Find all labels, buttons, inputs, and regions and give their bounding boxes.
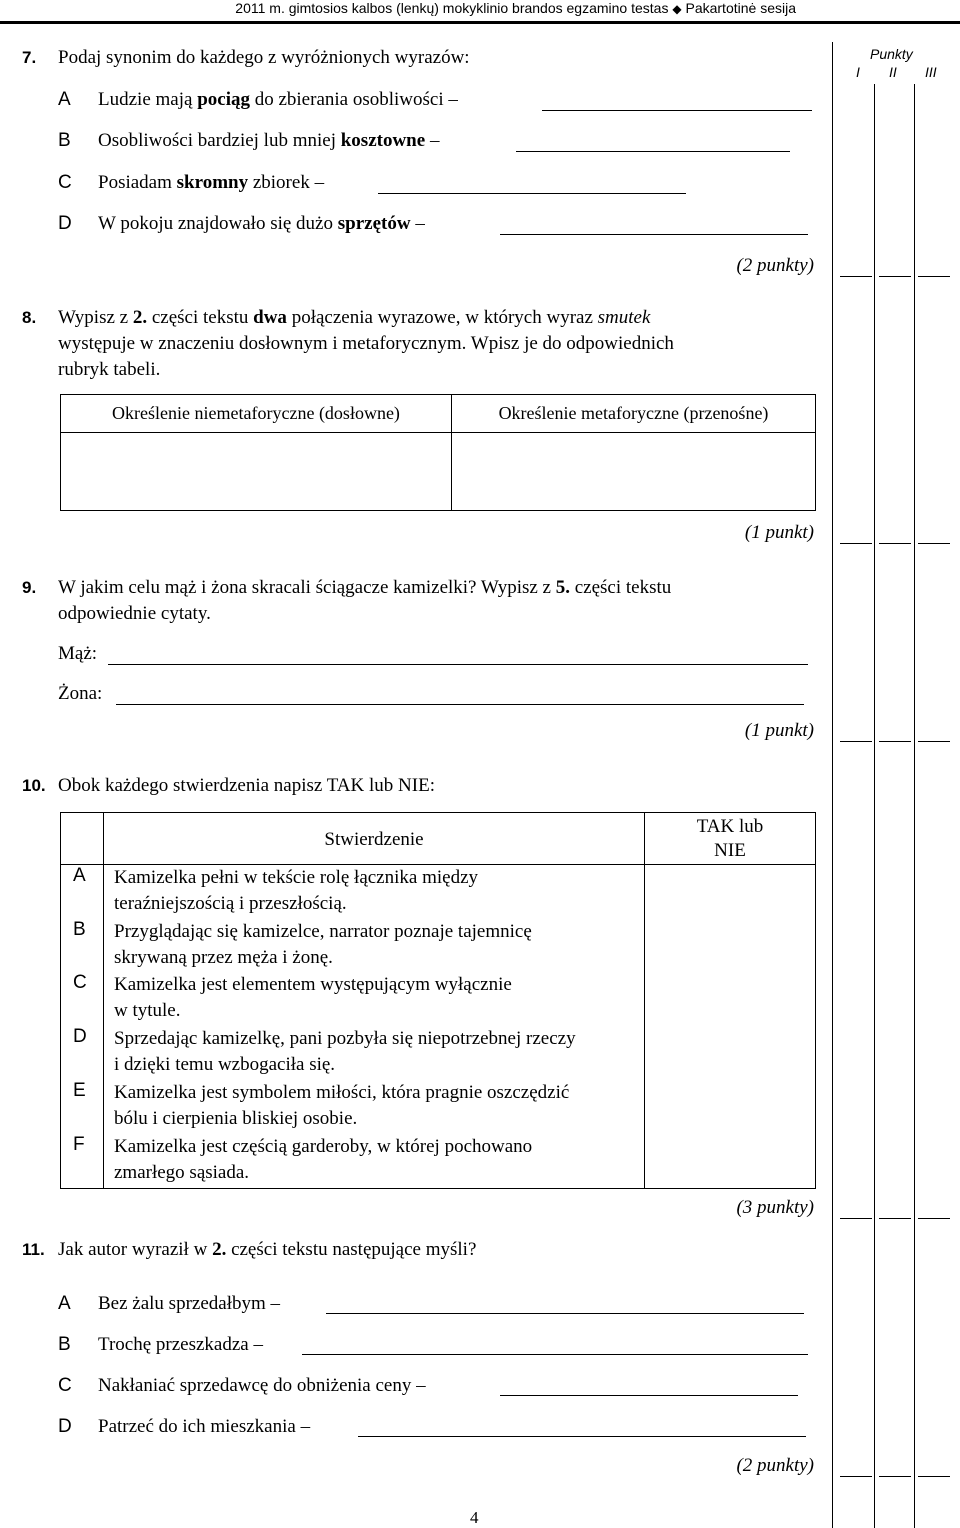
q8-answer-literal[interactable] <box>61 433 452 511</box>
q7-answer-a[interactable] <box>542 110 812 111</box>
q9-husband-label: Mąż: <box>58 643 98 664</box>
points-col-i: I <box>856 64 860 80</box>
q7-score-ii[interactable] <box>879 276 911 277</box>
q7-answer-b[interactable] <box>516 151 790 152</box>
q11-number: 11. <box>22 1240 45 1259</box>
q8-answer-metaphoric[interactable] <box>452 433 816 511</box>
q10-score-iii[interactable] <box>918 1218 950 1219</box>
q8-col-literal-header: Określenie niemetaforyczne (dosłowne) <box>61 395 452 433</box>
header-session: Pakartotinė sesija <box>685 0 796 16</box>
q10-points: (3 punkty) <box>736 1197 814 1218</box>
q9-wife-label: Żona: <box>58 683 103 704</box>
q10-col-answer: TAK lub NIE <box>645 813 816 865</box>
q9-points: (1 punkt) <box>744 720 814 741</box>
q11-answer-c[interactable] <box>500 1395 798 1396</box>
q7-score-i[interactable] <box>840 276 872 277</box>
q10-letter-e: E <box>73 1080 86 1101</box>
points-divider-1 <box>874 84 875 1528</box>
q10-statement-a: Kamizelka pełni w tekście rolę łącznika między teraźniejszością i przeszłością. <box>114 867 479 914</box>
points-column-border <box>832 42 833 1528</box>
q11-prompt: Jak autor wyraził w 2. części tekstu następujące myśli? <box>58 1239 477 1260</box>
q10-statement-d: Sprzedając kamizelkę, pani pozbyła się niepotrzebnej rzeczy i dzięki temu wzbogaciła się. <box>114 1028 576 1075</box>
q9-husband-answer[interactable] <box>108 664 808 665</box>
points-col-iii: III <box>925 64 937 80</box>
header-title: 2011 m. gimtosios kalbos (lenkų) mokyklinio brandos egzamino testas <box>235 0 669 16</box>
q7-answer-d[interactable] <box>500 234 808 235</box>
points-col-ii: II <box>889 64 897 80</box>
q9-score-i[interactable] <box>840 741 872 742</box>
q8-table <box>60 394 816 511</box>
q9-wife-answer[interactable] <box>116 704 804 705</box>
q9-score-ii[interactable] <box>879 741 911 742</box>
q7-item-d: D W pokoju znajdowało się dużo sprzętów – <box>58 213 425 234</box>
points-divider-2 <box>914 84 915 1528</box>
q9-score-iii[interactable] <box>918 741 950 742</box>
q7-item-a: A Ludzie mają pociąg do zbierania osobliwości – <box>58 89 458 110</box>
header-rule <box>0 21 960 24</box>
q11-score-ii[interactable] <box>879 1476 911 1477</box>
q11-item-a: A Bez żalu sprzedałbym – <box>58 1293 281 1314</box>
q11-answer-d[interactable] <box>358 1436 806 1437</box>
page-number: 4 <box>470 1508 479 1527</box>
points-header-label: Punkty <box>870 46 913 62</box>
q8-score-iii[interactable] <box>918 543 950 544</box>
diamond-icon: ◆ <box>672 2 682 16</box>
q10-col-statement: Stwierdzenie <box>104 813 645 865</box>
q7-answer-c[interactable] <box>378 193 686 194</box>
q10-letter-a: A <box>73 865 86 886</box>
q10-score-i[interactable] <box>840 1218 872 1219</box>
q8-score-i[interactable] <box>840 543 872 544</box>
q7-score-iii[interactable] <box>918 276 950 277</box>
q9-prompt-line2: odpowiednie cytaty. <box>58 603 211 624</box>
q10-statement-e: Kamizelka jest symbolem miłości, która pragnie oszczędzić bólu i cierpienia bliskiej osobie. <box>114 1082 570 1129</box>
q8-number: 8. <box>22 308 37 327</box>
q10-statement-c: Kamizelka jest elementem występującym wyłącznie w tytule. <box>114 974 512 1021</box>
q10-number: 10. <box>22 776 46 795</box>
q9-prompt-line1: W jakim celu mąż i żona skracali ściągacze kamizelki? Wypisz z 5. części tekstu <box>58 577 672 598</box>
q11-item-b: B Trochę przeszkadza – <box>58 1334 263 1355</box>
q7-item-c: C Posiadam skromny zbiorek – <box>58 172 325 193</box>
q7-prompt: Podaj synonim do każdego z wyróżnionych wyrazów: <box>58 47 470 68</box>
page-header <box>235 0 796 16</box>
q11-score-iii[interactable] <box>918 1476 950 1477</box>
q8-col-metaphoric-header: Określenie metaforyczne (przenośne) <box>452 395 816 433</box>
q11-item-d: D Patrzeć do ich mieszkania – <box>58 1416 311 1437</box>
q10-letter-b: B <box>73 919 86 940</box>
q7-number: 7. <box>22 48 37 67</box>
q8-prompt-line2: występuje w znaczeniu dosłownym i metaforycznym. Wpisz je do odpowiednich <box>58 333 674 354</box>
q10-statement-b: Przyglądając się kamizelce, narrator poznaje tajemnicę skrywaną przez męża i żonę. <box>114 921 532 968</box>
q10-statement-f: Kamizelka jest częścią garderoby, w której pochowano zmarłego sąsiada. <box>114 1136 533 1183</box>
q8-score-ii[interactable] <box>879 543 911 544</box>
q8-prompt-line3: rubryk tabeli. <box>58 359 161 380</box>
q10-letter-d: D <box>73 1026 87 1047</box>
q10-table <box>60 812 816 1189</box>
q10-score-ii[interactable] <box>879 1218 911 1219</box>
q11-score-i[interactable] <box>840 1476 872 1477</box>
q8-prompt-line1: Wypisz z 2. części tekstu dwa połączenia wyrazowe, w których wyraz smutek <box>58 307 651 328</box>
q9-number: 9. <box>22 578 37 597</box>
q10-letter-c: C <box>73 972 87 993</box>
q11-answer-a[interactable] <box>326 1313 804 1314</box>
q10-letter-f: F <box>73 1134 85 1155</box>
q11-points: (2 punkty) <box>736 1455 814 1476</box>
q7-points: (2 punkty) <box>736 255 814 276</box>
q10-prompt: Obok każdego stwierdzenia napisz TAK lub NIE: <box>58 775 435 796</box>
q8-points: (1 punkt) <box>744 522 814 543</box>
q10-answer-cells[interactable] <box>645 865 816 1189</box>
q11-item-c: C Nakłaniać sprzedawcę do obniżenia ceny – <box>58 1375 426 1396</box>
q7-item-b: B Osobliwości bardziej lub mniej kosztowne – <box>58 130 440 151</box>
q11-answer-b[interactable] <box>302 1354 808 1355</box>
